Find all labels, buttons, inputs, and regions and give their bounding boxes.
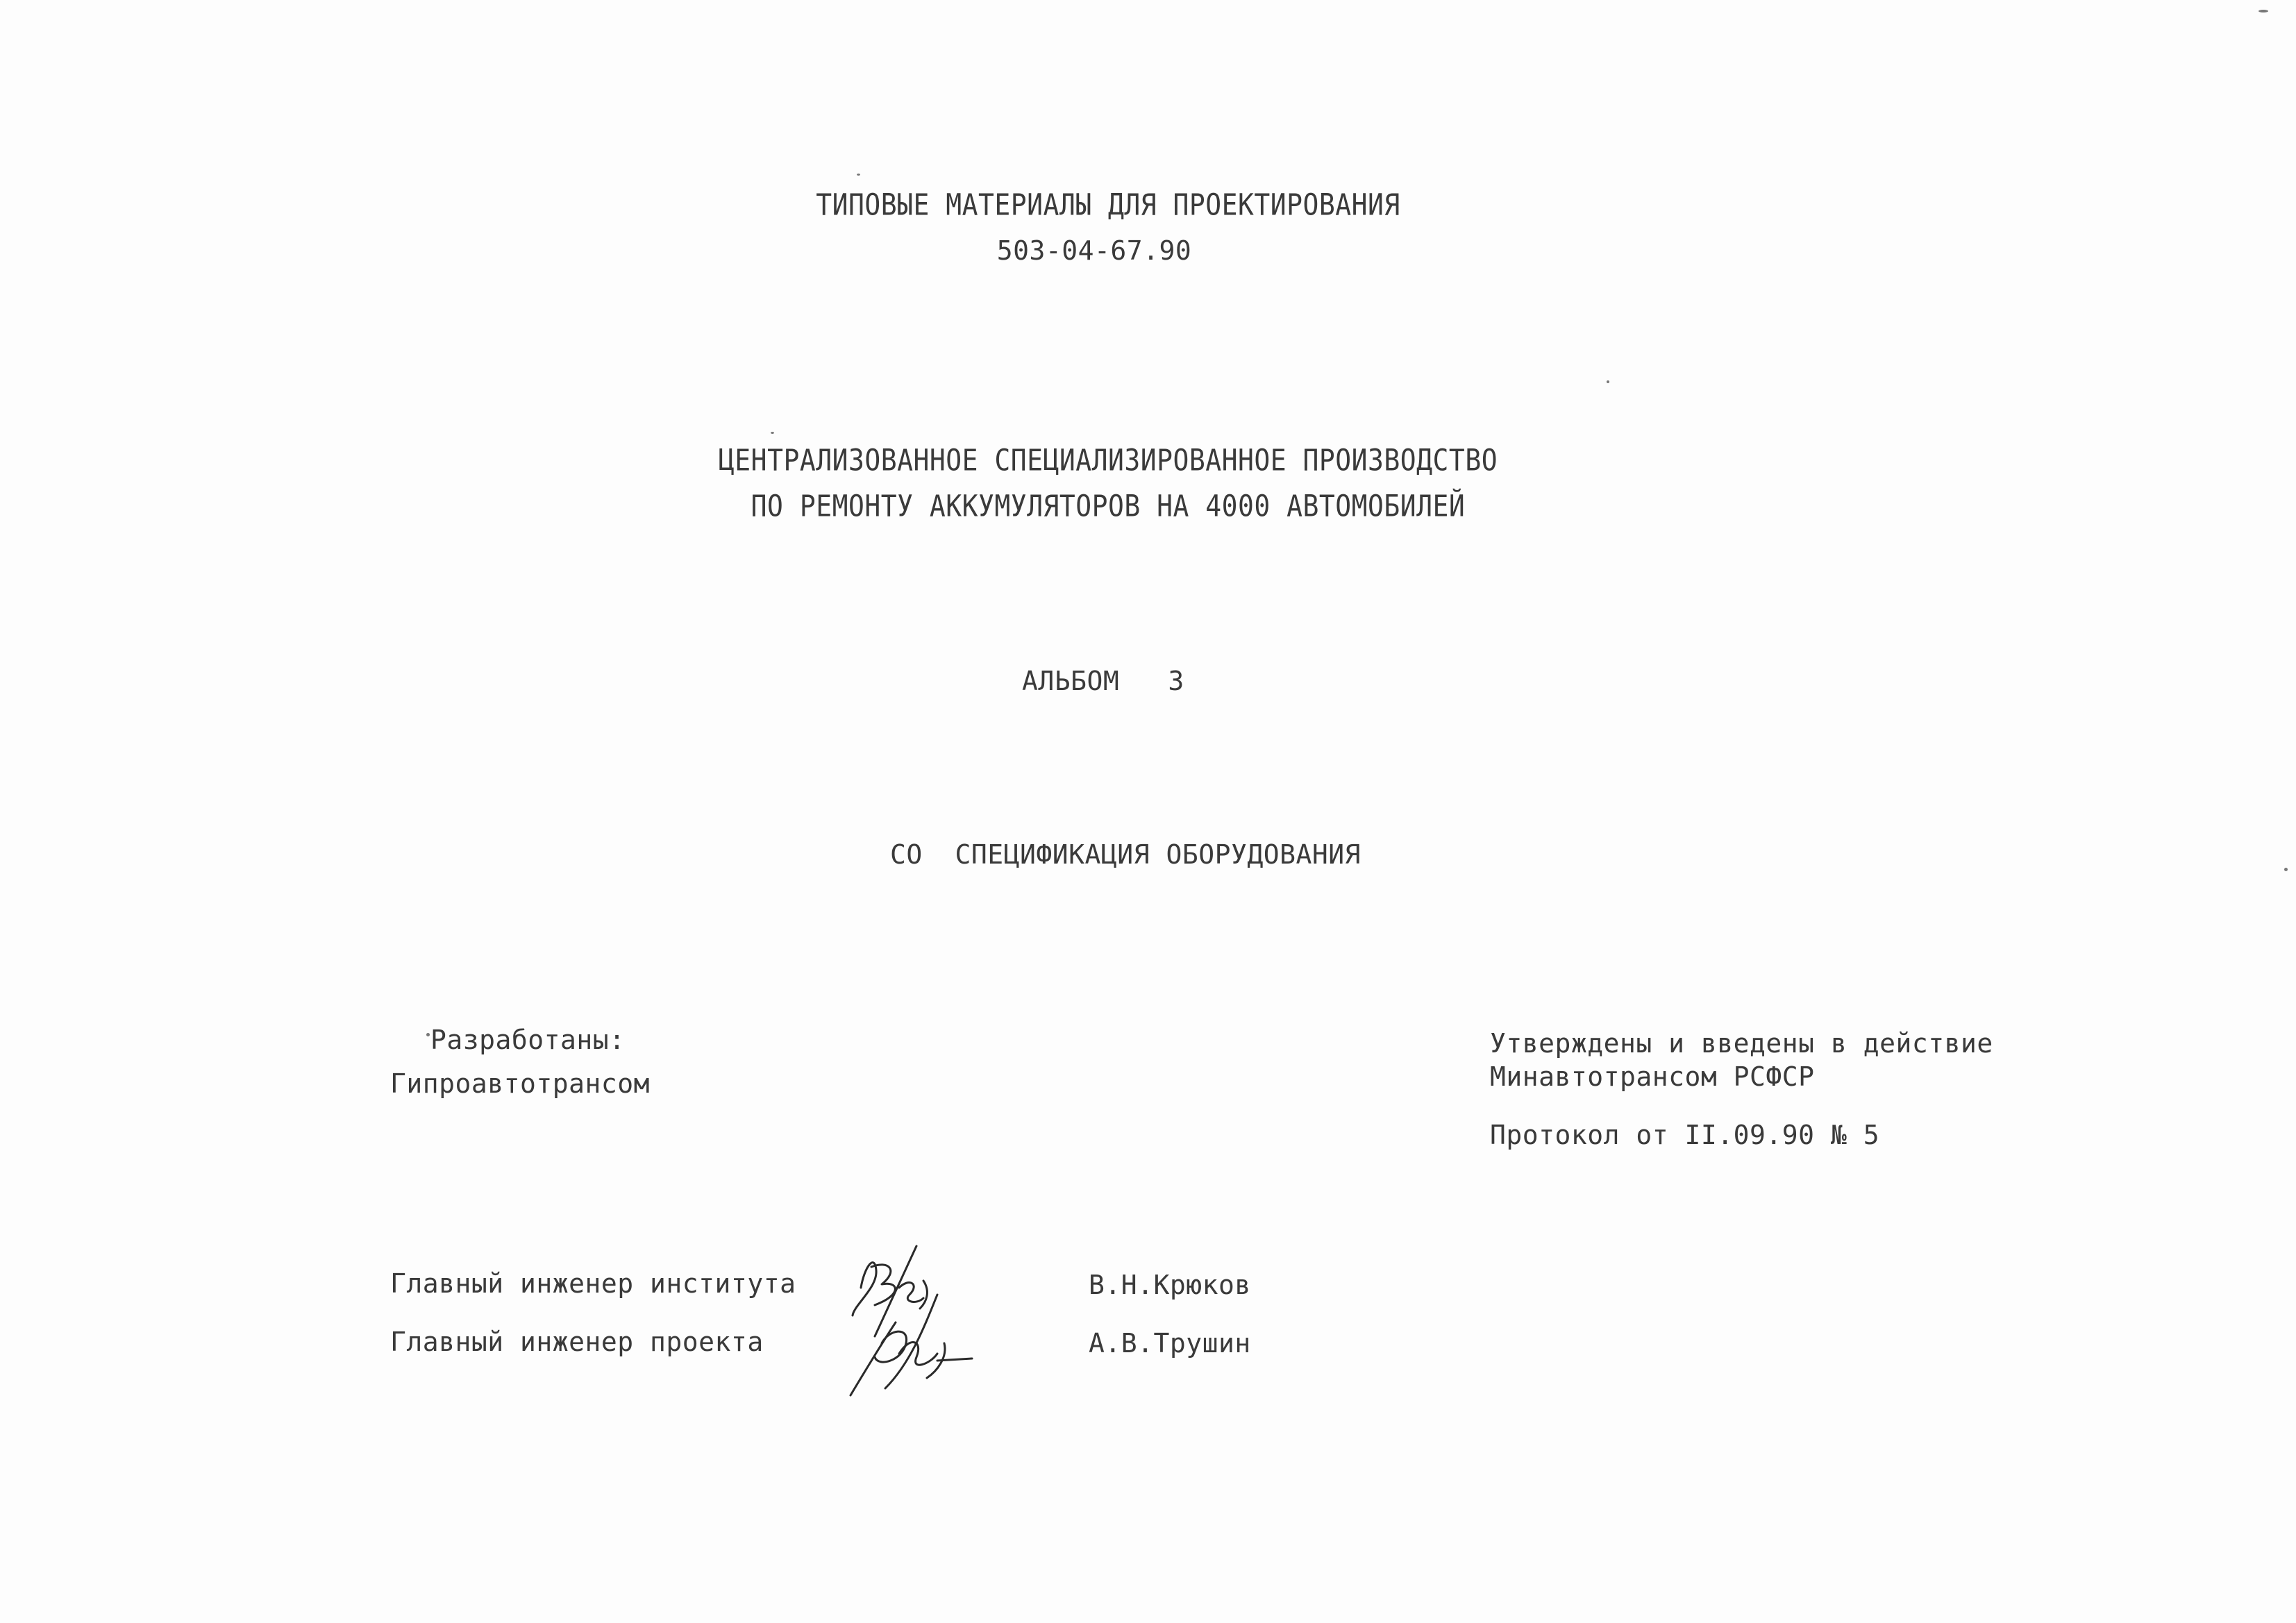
signatory-role-1: Главный инженер института (390, 1268, 796, 1299)
album-label: АЛЬБОМ (1022, 666, 1120, 696)
signatory-name-2: А.В.Трушин (1089, 1328, 1251, 1359)
scan-speck (1607, 380, 1609, 383)
project-title-line2: ПО РЕМОНТУ АККУМУЛЯТОРОВ НА 4000 АВТОМОБИЛЕЙ (751, 489, 1466, 523)
section-heading (890, 839, 1361, 871)
series-title: ТИПОВЫЕ МАТЕРИАЛЫ ДЛЯ ПРОЕКТИРОВАНИЯ (816, 187, 1400, 222)
section-name: СПЕЦИФИКАЦИЯ ОБОРУДОВАНИЯ (955, 839, 1361, 870)
approved-line2: Минавтотрансом РСФСР (1490, 1061, 1815, 1092)
developed-organization: Гипроавтотрансом (390, 1068, 651, 1099)
signatory-role-2: Главный инженер проекта (390, 1327, 764, 1357)
approved-line1: Утверждены и введены в действие (1490, 1028, 1993, 1059)
approved-protocol: Протокол от II.09.90 № 5 (1490, 1120, 1880, 1150)
handwritten-signatures (833, 1239, 993, 1399)
section-code: СО (890, 839, 923, 870)
scan-speck (771, 432, 774, 434)
album-heading (1022, 665, 1184, 697)
scan-speck (426, 1033, 430, 1036)
scan-speck (2259, 10, 2268, 12)
project-title-line1: ЦЕНТРАЛИЗОВАННОЕ СПЕЦИАЛИЗИРОВАННОЕ ПРОИЗВОДСТВО (718, 443, 1498, 478)
developed-label: Разработаны: (430, 1025, 626, 1055)
series-code: 503-04-67.90 (996, 235, 1192, 266)
scan-speck (857, 174, 860, 176)
scan-speck (2284, 868, 2288, 871)
album-number: 3 (1168, 666, 1184, 696)
signatory-name-1: В.Н.Крюков (1089, 1270, 1251, 1300)
